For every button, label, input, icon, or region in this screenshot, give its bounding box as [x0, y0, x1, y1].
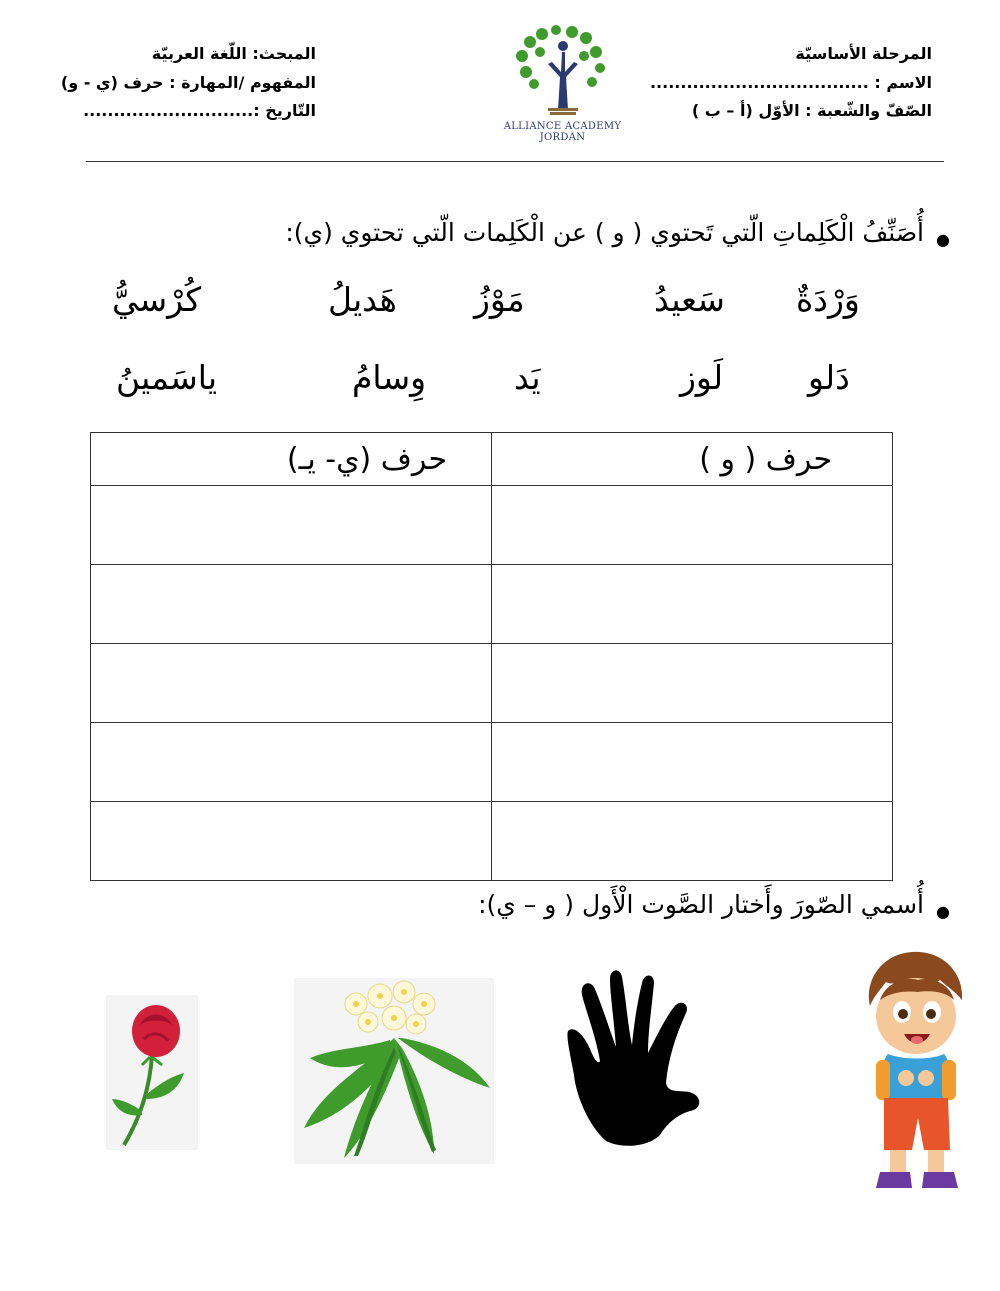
header-waw-column: حرف ( و ) — [492, 433, 893, 486]
waw-answer-cell[interactable] — [492, 802, 893, 881]
waw-answer-cell[interactable] — [492, 644, 893, 723]
name-field[interactable]: الاسم : .................................... — [649, 73, 932, 92]
word-yad: يَد — [514, 358, 541, 397]
word-wardah: وَرْدَةٌ — [796, 280, 860, 319]
stage-label: المرحلة الأساسيّة — [795, 44, 932, 63]
ya-answer-cell[interactable] — [91, 565, 492, 644]
ya-answer-cell[interactable] — [91, 644, 492, 723]
hand-picture — [564, 965, 714, 1147]
rose-icon — [106, 995, 198, 1150]
word-yasameen: ياسَمينُ — [116, 358, 218, 397]
ya-answer-cell[interactable] — [91, 802, 492, 881]
header-divider — [86, 161, 944, 162]
jasmine-picture — [294, 978, 494, 1164]
rose-picture — [106, 995, 198, 1150]
jasmine-icon — [294, 978, 494, 1164]
word-wisam: وِسامُ — [352, 358, 427, 397]
word-hadeel: هَديلُ — [328, 280, 397, 319]
school-logo — [500, 22, 625, 147]
grade-label: الصّفّ والشّعبة : الأوّل (أ – ب ) — [691, 101, 932, 120]
ya-answer-cell[interactable] — [91, 723, 492, 802]
waw-answer-cell[interactable] — [492, 486, 893, 565]
ya-answer-cell[interactable] — [91, 486, 492, 565]
word-lawz: لَوز — [680, 358, 724, 397]
subject-label: المبحث: اللّغة العربيّة — [151, 44, 316, 63]
hand-icon — [564, 965, 714, 1147]
boy-picture — [862, 950, 968, 1200]
logo-line2: JORDAN — [539, 132, 586, 143]
word-dalw: دَلو — [808, 358, 850, 397]
word-kursi: كُرْسيُّ — [112, 280, 202, 319]
date-field[interactable]: التّاريخ :............................ — [83, 101, 316, 120]
boy-icon — [862, 950, 968, 1200]
waw-answer-cell[interactable] — [492, 723, 893, 802]
task2-instruction: أُسمي الصّورَ وأَختار الصَّوت الْأَول ( و – ي): — [478, 890, 924, 919]
bullet-icon: ● — [936, 230, 950, 249]
tree-logo-icon — [500, 22, 625, 117]
word-saeed: سَعيدُ — [654, 280, 725, 319]
concept-label: المفهوم /المهارة : حرف (ي - و) — [60, 73, 316, 92]
bullet-icon: ● — [936, 902, 950, 921]
waw-answer-cell[interactable] — [492, 565, 893, 644]
sorting-table — [90, 432, 893, 881]
header-ya-column: حرف (ي- يـ) — [91, 433, 492, 486]
logo-line1: ALLIANCE ACADEMY — [503, 121, 622, 132]
word-mawz: مَوْزُ — [474, 280, 525, 319]
task1-instruction: أُصَنِّفُ الْكَلِماتِ الّتي تَحتوي ( و ) عن الْكَلِمات الّتي تحتوي (ي): — [285, 218, 924, 247]
